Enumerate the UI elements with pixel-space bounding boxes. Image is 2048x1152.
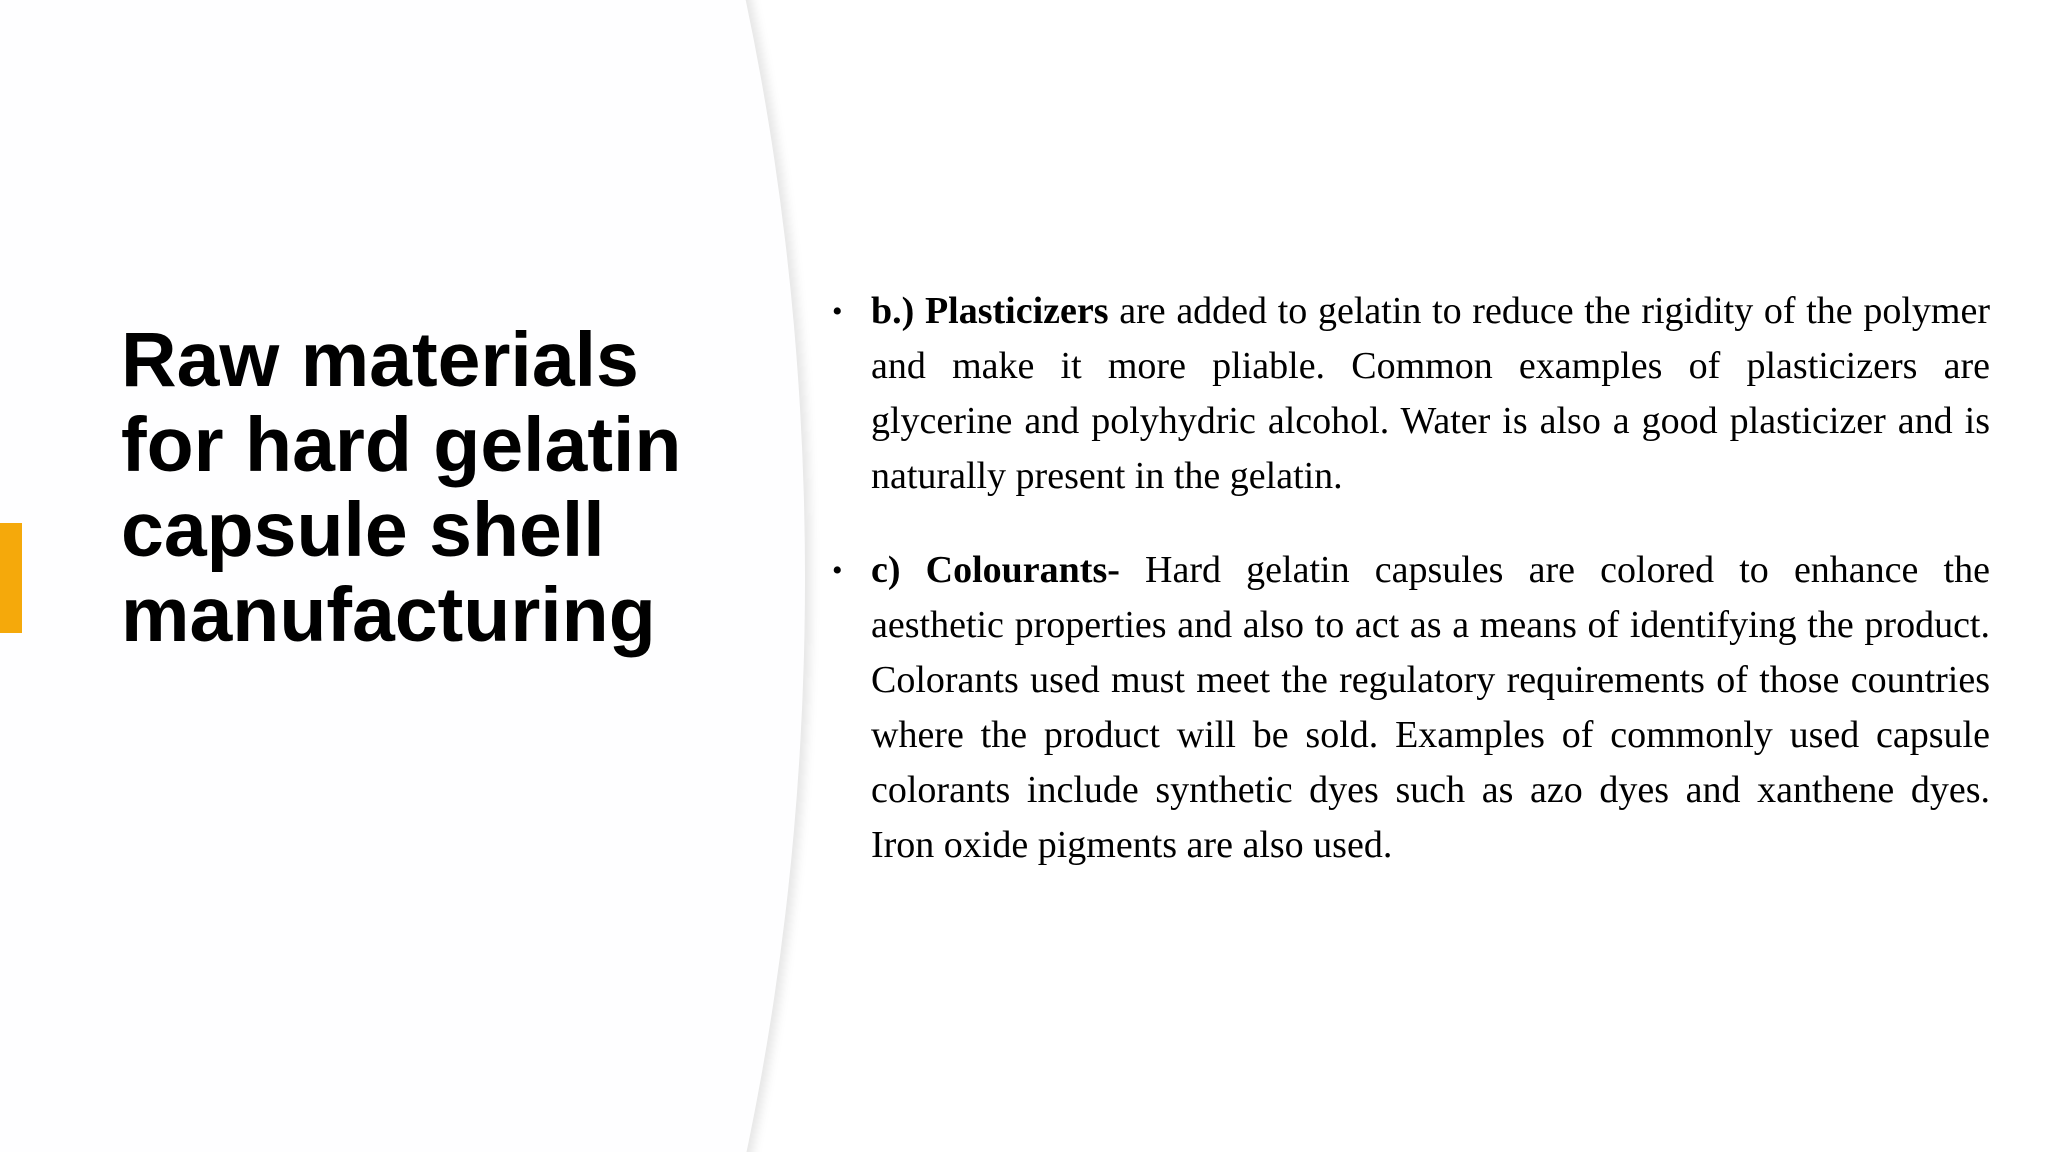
bullet-colourants bbox=[832, 543, 1990, 873]
bullet-dot-icon: • bbox=[832, 554, 843, 587]
bullet-dot-icon: • bbox=[832, 295, 843, 328]
bullet-term: b.) Plasticizers bbox=[871, 290, 1109, 332]
bullet-plasticizers bbox=[832, 284, 1990, 504]
bullet-term: c) Colourants- bbox=[871, 549, 1120, 591]
slide-title: Raw materials for hard gelatin capsule shell manufacturing bbox=[121, 317, 682, 658]
bullet-text: are added to gelatin to reduce the rigidity of the polymer and make it more pliable. Common examples of plasticizers are glycerine and polyhydric alcohol. Water is also a good plasticizer and is naturally present in the gelatin. bbox=[871, 290, 1990, 497]
bullet-text: Hard gelatin capsules are colored to enhance the aesthetic properties and also to act as a means of identifying the product. Colorants used must meet the regulatory requirements of those countries where the product will be sold. Examples of commonly used capsule colorants include synthetic dyes such as azo dyes and xanthene dyes. Iron oxide pigments are also used. bbox=[871, 549, 1990, 866]
accent-bar bbox=[0, 523, 22, 633]
bullet-list bbox=[832, 284, 1990, 873]
